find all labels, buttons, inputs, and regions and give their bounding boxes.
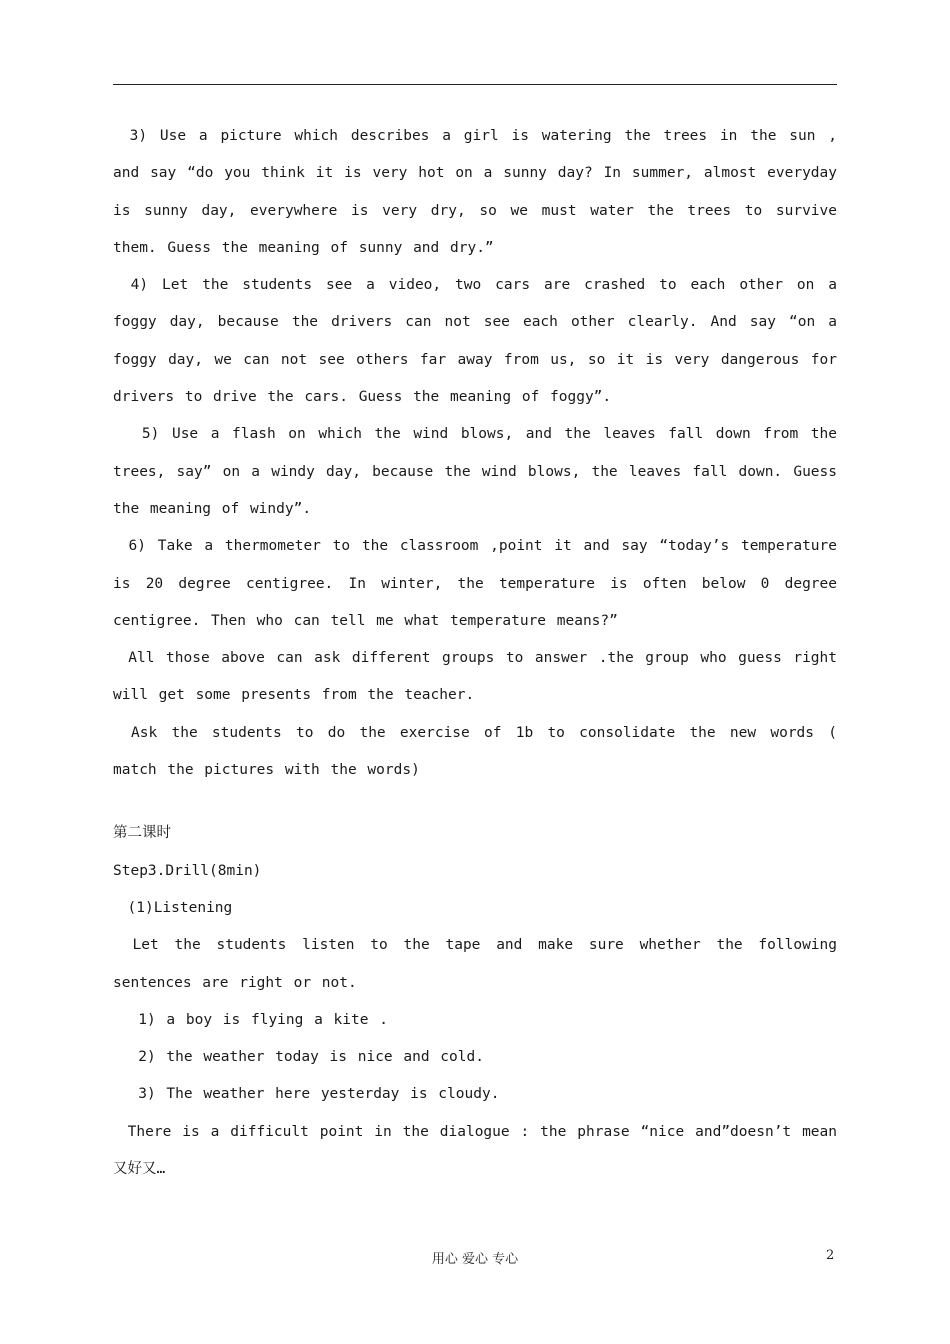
paragraph-temperature: 6) Take a thermometer to the classroom ,point it and say “today’s temperature is 20 degree centigree. In winter, the temperature is often below 0 degree centigree. Then who can tell me what temperature means?” <box>113 538 837 629</box>
difficulty-note: There is a difficult point in the dialogue : the phrase “nice and”doesn’t mean 又好又… <box>113 1123 837 1178</box>
listening-intro: Let the students listen to the tape and make sure whether the following sentences are right or not. <box>113 937 837 991</box>
paragraph-exercise: Ask the students to do the exercise of 1b to consolidate the new words ( match the pictures with the words) <box>113 724 837 779</box>
sentence-item: 3) The weather here yesterday is cloudy. <box>113 1086 500 1103</box>
paragraph-windy: 5) Use a flash on which the wind blows, and the leaves fall down from the trees, say” on a windy day, because the wind blows, the leaves fall down. Guess the meaning of windy”. <box>113 426 837 517</box>
paragraph-foggy: 4) Let the students see a video, two cars are crashed to each other on a foggy day, because the drivers can not see each other clearly. And say “on a foggy day, we can not see others far away from us, so it is very dangerous for drivers to drive the cars. Guess the meaning of foggy”. <box>113 277 837 406</box>
page-body <box>113 118 837 1188</box>
page-number: 2 <box>826 1248 835 1263</box>
step-heading: Step3.Drill(8min) <box>113 862 262 879</box>
listening-heading: (1)Listening <box>113 899 233 916</box>
lesson-heading: 第二课时 <box>113 825 171 842</box>
paragraph-sunny: 3) Use a picture which describes a girl is watering the trees in the sun , and say “do you think it is very hot on a sunny day? In summer, almost everyday is sunny day, everywhere is very dry, so we must water the trees to survive them. Guess the meaning of sunny and dry.” <box>113 128 837 256</box>
footer-motto: 用心 爱心 专心 <box>431 1252 519 1267</box>
header-rule <box>113 84 837 85</box>
sentence-item: 2) the weather today is nice and cold. <box>113 1049 484 1066</box>
sentence-item: 1) a boy is flying a kite . <box>113 1011 388 1028</box>
paragraph-groups: All those above can ask different groups to answer .the group who guess right will get some presents from the teacher. <box>113 650 837 704</box>
